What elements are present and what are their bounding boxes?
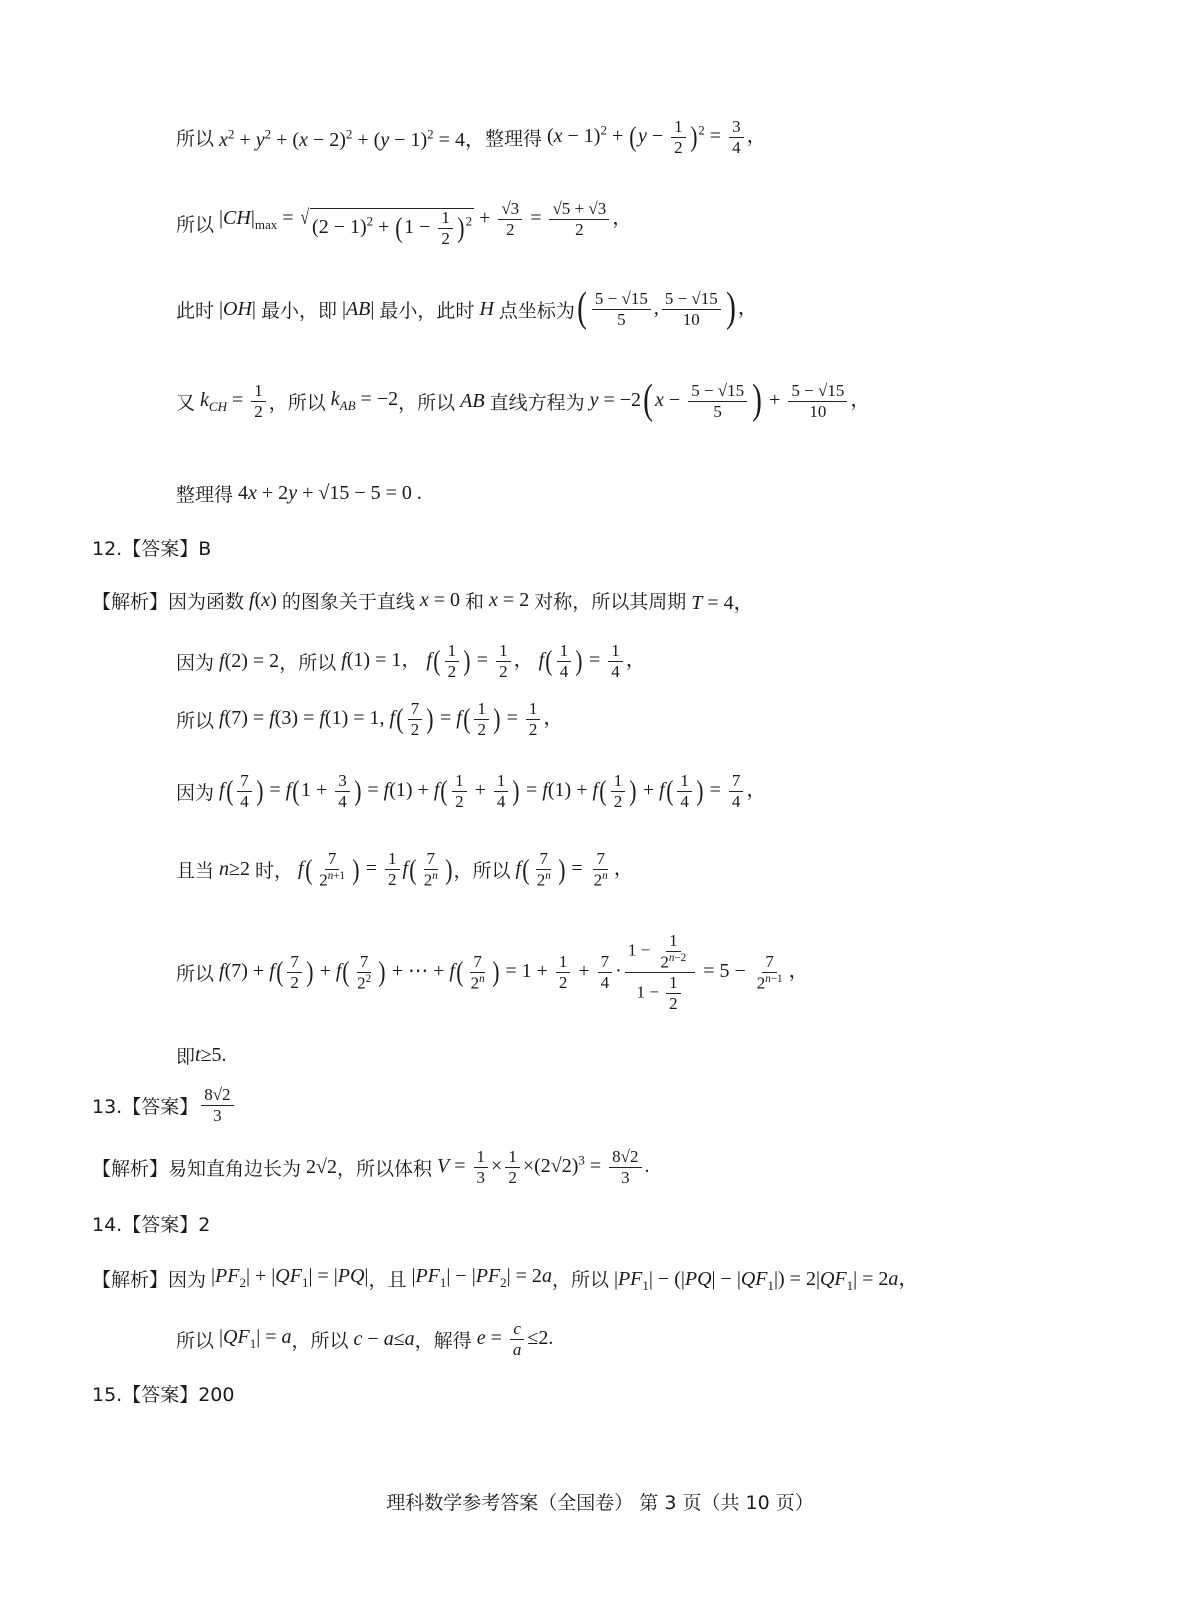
line-text: ，所以	[398, 391, 456, 414]
math-formula: f(7) + f( $\frac{7}{2}$ ) + f( $\frac{7}{2^2}$ ) + ⋯ + f( $\frac{7}{2^n}$ ) = 1 + $\frac{1}{2}$ + $\frac{7}{4}$ · 1 − $\frac{1}{2^{n-2}}$ 1 − $\frac{1}{2}$ = 5 − $\frac{7}{2^{n-1}}$ ，	[219, 931, 809, 1014]
math-formula: $|PF_1| - (|PQ| - |QF_1|) = 2|QF_1| = 2a$，	[608, 1268, 919, 1293]
answer-label: 14.【答案】2	[92, 1214, 211, 1236]
line-text: 易知直角边长为	[168, 1157, 302, 1180]
line-text: ，所以	[291, 1329, 349, 1352]
line-text: 又	[176, 391, 196, 414]
math-formula: f(1) = 1， f( $\frac{1}{2}$ ) = $\frac{1}{2}$ ， f( $\frac{1}{4}$ ) = $\frac{1}{4}$ ，	[341, 641, 646, 681]
line-text: 因为	[176, 651, 215, 674]
line-text: 所以	[176, 127, 215, 150]
math-formula: f( $\frac{7}{4}$ ) = f(1 + $\frac{3}{4}$ ) = f(1) + f( $\frac{1}{2}$ + $\frac{1}{4}$ ) = f(1) + f( $\frac{1}{2}$ ) + f( $\frac{1}{4}$ ) = $\frac{7}{4}$ ，	[219, 771, 767, 811]
math-formula: y = −2( x − $\frac{5 - √15}{5}$ ) + $\frac{5 - √15}{10}$ ，	[589, 377, 871, 424]
math-formula: |AB|	[336, 297, 380, 320]
line-text: ，且	[368, 1268, 407, 1291]
math-formula: AB	[460, 389, 485, 412]
math-formula: T = 4，	[691, 592, 754, 614]
q12-analysis-line-3	[176, 700, 563, 739]
math-formula: H	[479, 297, 494, 320]
math-formula: c − a≤a	[353, 1327, 415, 1350]
q14-analysis-line-2	[176, 1320, 553, 1359]
line-text: 整理得	[176, 484, 234, 506]
page-footer: 理科数学参考答案（全国卷） 第 3 页（共 10 页）	[386, 1492, 814, 1514]
line-text: ，所以	[268, 391, 326, 414]
math-formula: $|CH|_{max}$ = √ $(2 - 1)^2 + (1$ − $\frac{1}{2}$ )$^2$ + $\frac{√3}{2}$ = $\frac{√5 + √3}{2}$ ，	[214, 199, 633, 248]
math-formula: x = 0	[419, 589, 466, 611]
line-text: 最小，此时	[379, 299, 475, 322]
q13-analysis-line-1	[92, 1148, 650, 1187]
line-text: 且当	[176, 860, 215, 883]
q12-analysis-line-6	[176, 932, 809, 1013]
answer-label: 15.【答案】200	[92, 1384, 235, 1406]
q13-answer	[92, 1086, 237, 1125]
line-text: ，所以体积	[337, 1157, 433, 1180]
math-formula: x = 2	[489, 589, 535, 611]
solution-line-5	[176, 480, 422, 507]
math-formula: 4x + 2y + √15 − 5 = 0 .	[233, 482, 422, 504]
math-formula: f(7) = f(3) = f(1) = 1, f( $\frac{7}{2}$ ) = f( $\frac{1}{2}$ ) = $\frac{1}{2}$ ，	[219, 699, 564, 739]
math-formula: 2√2	[301, 1155, 338, 1178]
line-text: ，所以	[279, 651, 337, 674]
math-formula: $x^2 + y^2 + (x - 2)^2 + (y - 1)^2 = 4$，	[219, 126, 485, 151]
q12-analysis-line-4	[176, 772, 766, 811]
q12-analysis-line-2	[176, 642, 646, 681]
math-formula: |OH|	[214, 297, 261, 320]
line-text: 整理得	[484, 127, 542, 150]
math-formula: f(2) = 2	[219, 649, 280, 672]
line-text: 所以	[176, 709, 215, 732]
solution-line-4	[176, 377, 871, 424]
line-text: 最小，即	[260, 299, 337, 322]
q12-answer	[92, 534, 211, 561]
math-formula: $k_{AB} = -2$	[330, 388, 399, 414]
q14-answer	[92, 1210, 210, 1237]
answer-label: 13.【答案】	[92, 1095, 199, 1118]
math-formula: $|PF_1| - |PF_2| = 2a$	[406, 1265, 552, 1290]
line-text: 此时	[176, 299, 215, 322]
solution-line-2	[176, 200, 632, 248]
line-text: 和	[465, 591, 485, 613]
math-formula: f( $\frac{7}{2^{n+1}}$ ) = $\frac{1}{2}$ f( $\frac{7}{2^n}$ )	[298, 849, 453, 890]
q14-analysis-line-1	[92, 1262, 918, 1294]
line-text: 对称，所以其周期	[534, 591, 687, 613]
math-formula: $(x - 1)^2 + (y$ − $\frac{1}{2}$ )$^2$ = $\frac{3}{4}$ ，	[541, 117, 767, 157]
q12-analysis-line-1	[92, 586, 754, 615]
math-formula: $\frac{8√2}{3}$	[198, 1086, 236, 1125]
q12-analysis-line-5	[176, 850, 634, 889]
line-text: 的图象关于直线	[281, 591, 415, 613]
analysis-label: 【解析】	[92, 1157, 169, 1180]
math-formula: V = $\frac{1}{3}$ × $\frac{1}{2}$ $\times(2√2)^3$ = $\frac{8√2}{3}$ .	[437, 1147, 650, 1187]
line-text: 所以	[176, 214, 215, 237]
solution-line-3	[176, 285, 758, 332]
line-text: 时，	[255, 860, 294, 883]
line-text: 所以	[176, 1329, 215, 1352]
line-text: ，所以	[453, 860, 511, 883]
math-formula: t≥5.	[195, 1044, 227, 1066]
line-text: 即	[176, 1046, 196, 1068]
line-text: 因为	[176, 781, 215, 804]
line-text: 所以	[176, 963, 215, 986]
math-formula: e = $\frac{c}{a}$ ≤2.	[476, 1319, 554, 1359]
line-text: 点坐标为	[498, 299, 575, 322]
analysis-label: 【解析】	[92, 591, 169, 613]
line-text: 因为	[168, 1268, 207, 1291]
line-text: ，所以	[551, 1268, 609, 1291]
solution-line-1	[176, 118, 767, 157]
math-formula: $k_{CH}$ = $\frac{1}{2}$	[195, 382, 269, 421]
math-formula: $|QF_1| = a$	[214, 1326, 292, 1352]
line-text: 直线方程为	[489, 391, 585, 414]
q12-analysis-line-7	[176, 1042, 227, 1069]
math-formula: f( $\frac{7}{2^n}$ ) = $\frac{7}{2^n}$ ，	[515, 849, 634, 890]
line-text: ，解得	[414, 1329, 472, 1352]
analysis-label: 【解析】	[92, 1268, 169, 1291]
answer-label: 12.【答案】B	[92, 538, 212, 560]
math-formula: f(x)	[249, 589, 282, 611]
math-formula: n≥2	[219, 858, 255, 881]
math-formula: $|PF_2| + |QF_1| = |PQ|$	[206, 1265, 369, 1290]
math-formula: ( $\frac{5 - √15}{5}$ , $\frac{5 - √15}{10}$ ) ，	[577, 285, 758, 332]
q15-answer	[92, 1380, 234, 1407]
line-text: 因为函数	[168, 591, 245, 613]
